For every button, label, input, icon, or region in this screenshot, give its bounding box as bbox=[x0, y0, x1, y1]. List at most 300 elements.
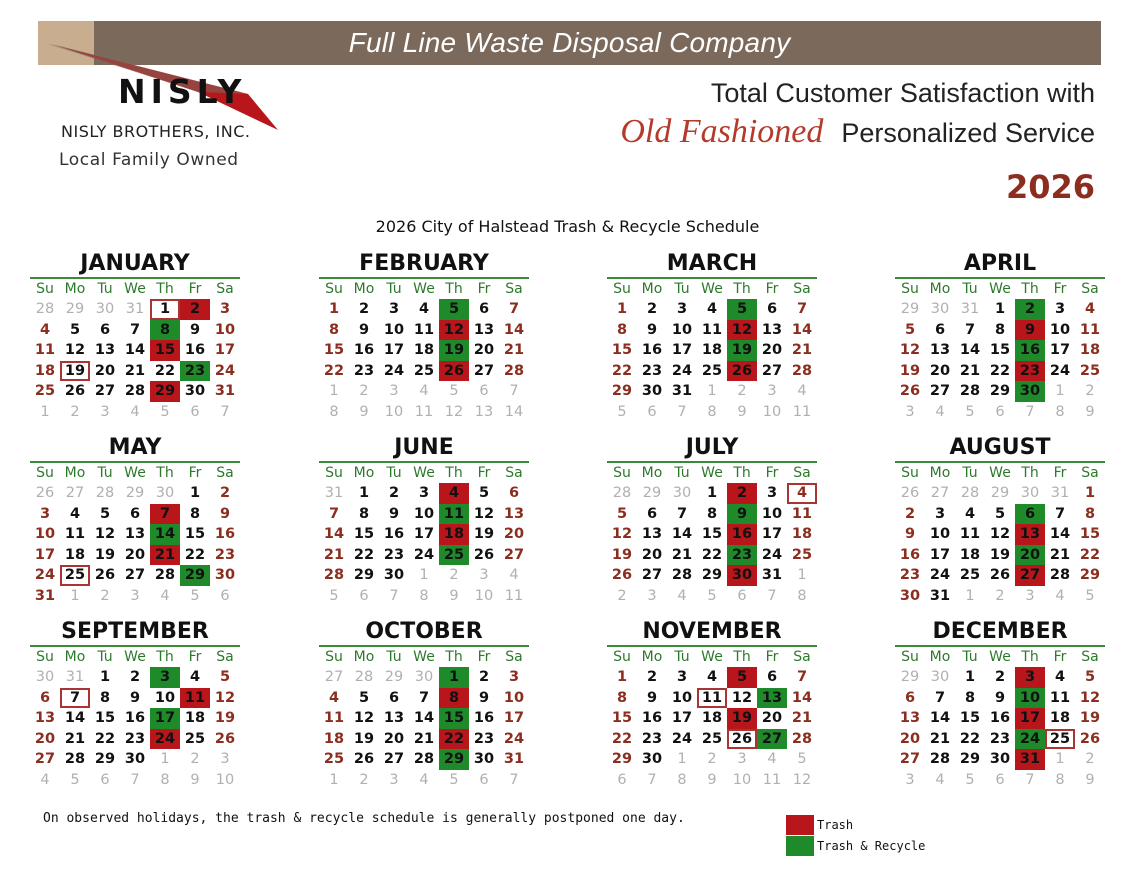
adjacent-month-day: 3 bbox=[647, 587, 657, 604]
calendar-year: 2026 bbox=[1005, 168, 1095, 206]
adjacent-month-day: 1 bbox=[677, 751, 687, 767]
trash-recycle-day: 2 bbox=[1015, 299, 1045, 320]
weekday-label: Su bbox=[325, 649, 343, 665]
day-cell: 18 bbox=[1079, 342, 1101, 358]
day-cell: 22 bbox=[611, 730, 633, 747]
day-cell: 25 bbox=[413, 362, 435, 379]
adjacent-month-day: 29 bbox=[125, 485, 145, 501]
adjacent-month-day: 6 bbox=[995, 771, 1005, 788]
day-cell: 4 bbox=[706, 669, 718, 685]
weekday-label: Sa bbox=[505, 281, 523, 297]
trash-recycle-day: 9 bbox=[727, 504, 757, 525]
day-cell: 6 bbox=[388, 689, 400, 706]
day-cell: 2 bbox=[219, 485, 231, 501]
day-cell: 24 bbox=[214, 362, 236, 379]
day-cell: 15 bbox=[959, 710, 981, 726]
weekday-label: Mo bbox=[64, 281, 86, 297]
day-cell: 13 bbox=[503, 505, 525, 522]
day-cell: 9 bbox=[904, 526, 916, 542]
week-row bbox=[30, 667, 240, 688]
day-cell: 11 bbox=[1049, 689, 1071, 706]
day-cell: 7 bbox=[934, 689, 946, 706]
day-cell: 23 bbox=[214, 546, 236, 563]
day-cell: 13 bbox=[899, 710, 921, 726]
day-cell: 15 bbox=[701, 526, 723, 542]
week-row bbox=[895, 361, 1105, 382]
month-august bbox=[895, 434, 1105, 606]
month-december bbox=[895, 618, 1105, 790]
adjacent-month-day: 4 bbox=[935, 771, 945, 788]
adjacent-month-day: 10 bbox=[215, 771, 235, 788]
day-cell: 6 bbox=[39, 689, 51, 706]
day-cell: 14 bbox=[959, 342, 981, 358]
day-cell: 24 bbox=[1049, 362, 1071, 379]
adjacent-month-day: 28 bbox=[354, 669, 374, 685]
adjacent-month-day: 7 bbox=[509, 771, 519, 788]
day-cell: 4 bbox=[706, 301, 718, 317]
adjacent-month-day: 31 bbox=[960, 301, 980, 317]
adjacent-month-day: 8 bbox=[797, 587, 807, 604]
adjacent-month-day: 6 bbox=[617, 771, 627, 788]
trash-day: 11 bbox=[180, 688, 210, 709]
day-cell: 16 bbox=[184, 342, 206, 358]
day-cell: 11 bbox=[413, 321, 435, 338]
adjacent-month-day: 5 bbox=[1085, 587, 1095, 604]
week-row bbox=[319, 361, 529, 382]
week-row bbox=[319, 504, 529, 525]
week-row bbox=[895, 586, 1105, 607]
trash-recycle-day: 23 bbox=[727, 545, 757, 566]
day-cell: 8 bbox=[616, 689, 628, 706]
month-divider bbox=[895, 277, 1105, 279]
adjacent-month-day: 29 bbox=[65, 301, 85, 317]
day-cell: 16 bbox=[899, 546, 921, 563]
day-cell: 21 bbox=[413, 730, 435, 747]
day-cell: 19 bbox=[1079, 710, 1101, 726]
trash-day: 2 bbox=[727, 483, 757, 504]
day-cell: 8 bbox=[358, 505, 370, 522]
day-cell: 12 bbox=[353, 710, 375, 726]
day-cell: 8 bbox=[964, 689, 976, 706]
adjacent-month-day: 7 bbox=[130, 771, 140, 788]
day-cell: 28 bbox=[413, 751, 435, 767]
weekday-label: Mo bbox=[929, 465, 951, 481]
adjacent-month-day: 29 bbox=[990, 485, 1010, 501]
trash-day: 18 bbox=[439, 524, 469, 545]
day-cell: 30 bbox=[989, 751, 1011, 767]
weekday-label: We bbox=[989, 281, 1011, 297]
week-row bbox=[319, 483, 529, 504]
adjacent-month-day: 31 bbox=[125, 301, 145, 317]
week-row bbox=[319, 770, 529, 791]
adjacent-month-day: 1 bbox=[797, 567, 807, 583]
week-row bbox=[30, 729, 240, 750]
day-cell: 15 bbox=[611, 710, 633, 726]
day-cell: 6 bbox=[129, 505, 141, 522]
day-cell: 12 bbox=[989, 526, 1011, 542]
day-cell: 2 bbox=[646, 301, 658, 317]
day-cell: 30 bbox=[641, 383, 663, 399]
day-cell: 14 bbox=[413, 710, 435, 726]
adjacent-month-day: 2 bbox=[449, 567, 459, 583]
legend-swatch-trash-recycle bbox=[786, 836, 814, 856]
day-cell: 3 bbox=[1054, 301, 1066, 317]
day-cell: 12 bbox=[1079, 689, 1101, 706]
day-cell: 6 bbox=[478, 301, 490, 317]
trash-recycle-day: 14 bbox=[150, 524, 180, 545]
day-cell: 1 bbox=[1084, 485, 1096, 501]
adjacent-month-day: 6 bbox=[100, 771, 110, 788]
adjacent-month-day: 8 bbox=[1055, 403, 1065, 420]
adjacent-month-day: 3 bbox=[130, 587, 140, 604]
trash-recycle-day: 3 bbox=[150, 667, 180, 688]
day-cell: 18 bbox=[64, 546, 86, 563]
day-cell: 16 bbox=[353, 342, 375, 358]
day-cell: 17 bbox=[383, 342, 405, 358]
day-cell: 28 bbox=[124, 383, 146, 399]
day-cell: 22 bbox=[154, 362, 176, 379]
weekday-label: Th bbox=[156, 281, 174, 297]
day-cell: 10 bbox=[154, 689, 176, 706]
adjacent-month-day: 11 bbox=[762, 771, 782, 788]
day-cell: 6 bbox=[99, 321, 111, 338]
weekday-label: Sa bbox=[793, 649, 811, 665]
day-cell: 4 bbox=[328, 689, 340, 706]
day-cell: 18 bbox=[791, 526, 813, 542]
week-row bbox=[607, 340, 817, 361]
day-cell: 6 bbox=[904, 689, 916, 706]
day-cell: 25 bbox=[959, 567, 981, 583]
adjacent-month-day: 7 bbox=[1025, 403, 1035, 420]
month-title: FEBRUARY bbox=[359, 251, 489, 276]
month-may bbox=[30, 434, 240, 606]
day-cell: 28 bbox=[791, 362, 813, 379]
month-september bbox=[30, 618, 240, 790]
adjacent-month-day: 10 bbox=[474, 587, 494, 604]
day-cell: 16 bbox=[214, 526, 236, 542]
weekday-label: Sa bbox=[216, 649, 234, 665]
day-cell: 23 bbox=[353, 362, 375, 379]
month-divider bbox=[30, 461, 240, 463]
legend-item-trash bbox=[786, 814, 925, 835]
day-cell: 3 bbox=[418, 485, 430, 501]
weekday-label: Tu bbox=[386, 649, 402, 665]
adjacent-month-day: 1 bbox=[329, 383, 339, 399]
legend bbox=[786, 814, 925, 856]
day-cell: 2 bbox=[904, 505, 916, 522]
weekday-header bbox=[607, 464, 817, 483]
week-row bbox=[30, 770, 240, 791]
day-cell: 3 bbox=[508, 669, 520, 685]
day-cell: 17 bbox=[34, 546, 56, 563]
banner-title: Full Line Waste Disposal Company bbox=[348, 27, 791, 58]
week-row bbox=[607, 381, 817, 402]
day-cell: 11 bbox=[34, 342, 56, 358]
weekday-label: Th bbox=[445, 465, 463, 481]
adjacent-month-day: 5 bbox=[449, 771, 459, 788]
day-cell: 24 bbox=[671, 362, 693, 379]
adjacent-month-day: 9 bbox=[737, 403, 747, 420]
day-cell: 2 bbox=[358, 301, 370, 317]
week-row bbox=[30, 749, 240, 770]
day-cell: 27 bbox=[383, 751, 405, 767]
day-cell: 4 bbox=[69, 505, 81, 522]
day-cell: 2 bbox=[646, 669, 658, 685]
week-row bbox=[319, 586, 529, 607]
trash-day: 27 bbox=[1015, 565, 1045, 586]
adjacent-month-day: 1 bbox=[40, 403, 50, 420]
weekday-label: We bbox=[701, 649, 723, 665]
month-divider bbox=[607, 277, 817, 279]
week-row bbox=[30, 402, 240, 423]
month-title: SEPTEMBER bbox=[61, 619, 209, 644]
day-cell: 25 bbox=[791, 546, 813, 563]
day-cell: 7 bbox=[129, 321, 141, 338]
week-row bbox=[30, 565, 240, 586]
day-cell: 14 bbox=[671, 526, 693, 542]
day-cell: 7 bbox=[796, 301, 808, 317]
day-cell: 9 bbox=[478, 689, 490, 706]
day-cell: 14 bbox=[791, 321, 813, 338]
trash-day: 5 bbox=[727, 667, 757, 688]
day-cell: 8 bbox=[1084, 505, 1096, 522]
day-cell: 19 bbox=[214, 710, 236, 726]
adjacent-month-day: 4 bbox=[419, 383, 429, 399]
day-cell: 5 bbox=[69, 321, 81, 338]
trash-day: 2 bbox=[180, 299, 210, 320]
week-row bbox=[895, 667, 1105, 688]
day-cell: 18 bbox=[701, 710, 723, 726]
month-title: NOVEMBER bbox=[642, 619, 782, 644]
day-cell: 22 bbox=[323, 362, 345, 379]
adjacent-month-day: 4 bbox=[509, 567, 519, 583]
weekday-label: Tu bbox=[386, 465, 402, 481]
trash-recycle-day: 19 bbox=[727, 340, 757, 361]
adjacent-month-day: 29 bbox=[900, 669, 920, 685]
trash-day: 15 bbox=[150, 340, 180, 361]
month-title: AUGUST bbox=[949, 435, 1051, 460]
company-logo bbox=[48, 42, 298, 177]
day-cell: 27 bbox=[34, 751, 56, 767]
day-cell: 19 bbox=[989, 546, 1011, 563]
day-cell: 26 bbox=[989, 567, 1011, 583]
legend-label-trash: Trash bbox=[817, 817, 854, 832]
weekday-header bbox=[895, 464, 1105, 483]
day-cell: 20 bbox=[761, 342, 783, 358]
week-row bbox=[895, 565, 1105, 586]
adjacent-month-day: 4 bbox=[677, 587, 687, 604]
trash-recycle-day: 5 bbox=[439, 299, 469, 320]
day-cell: 28 bbox=[959, 383, 981, 399]
weekday-label: Mo bbox=[353, 281, 375, 297]
weekday-label: Th bbox=[733, 649, 751, 665]
day-cell: 12 bbox=[473, 505, 495, 522]
day-cell: 31 bbox=[503, 751, 525, 767]
day-cell: 4 bbox=[39, 321, 51, 338]
trash-recycle-day: 16 bbox=[1015, 340, 1045, 361]
week-row bbox=[895, 340, 1105, 361]
adjacent-month-day: 3 bbox=[389, 771, 399, 788]
day-cell: 20 bbox=[899, 730, 921, 747]
day-cell: 29 bbox=[94, 751, 116, 767]
weekday-label: Sa bbox=[1081, 465, 1099, 481]
holiday-day: 11 bbox=[697, 688, 727, 709]
adjacent-month-day: 1 bbox=[1055, 383, 1065, 399]
day-cell: 30 bbox=[641, 751, 663, 767]
day-cell: 31 bbox=[671, 383, 693, 399]
weekday-label: Fr bbox=[1053, 281, 1067, 297]
weekday-label: We bbox=[413, 281, 435, 297]
day-cell: 10 bbox=[34, 526, 56, 542]
adjacent-month-day: 26 bbox=[35, 485, 55, 501]
day-cell: 16 bbox=[641, 342, 663, 358]
day-cell: 18 bbox=[34, 362, 56, 379]
trash-recycle-day: 11 bbox=[439, 504, 469, 525]
adjacent-month-day: 1 bbox=[707, 383, 717, 399]
adjacent-month-day: 28 bbox=[95, 485, 115, 501]
adjacent-month-day: 7 bbox=[767, 587, 777, 604]
week-row bbox=[607, 729, 817, 750]
day-cell: 28 bbox=[323, 567, 345, 583]
trash-recycle-day: 29 bbox=[180, 565, 210, 586]
weekday-label: Fr bbox=[477, 465, 491, 481]
month-november bbox=[607, 618, 817, 790]
trash-day: 29 bbox=[150, 381, 180, 402]
day-cell: 5 bbox=[478, 485, 490, 501]
month-july bbox=[607, 434, 817, 606]
day-cell: 16 bbox=[473, 710, 495, 726]
adjacent-month-day: 3 bbox=[389, 383, 399, 399]
day-cell: 7 bbox=[796, 669, 808, 685]
day-cell: 28 bbox=[154, 567, 176, 583]
month-june bbox=[319, 434, 529, 606]
day-cell: 31 bbox=[34, 587, 56, 604]
day-cell: 20 bbox=[641, 546, 663, 563]
weekday-label: Tu bbox=[674, 649, 690, 665]
adjacent-month-day: 30 bbox=[930, 669, 950, 685]
day-cell: 24 bbox=[671, 730, 693, 747]
day-cell: 26 bbox=[353, 751, 375, 767]
day-cell: 23 bbox=[473, 730, 495, 747]
month-divider bbox=[30, 645, 240, 647]
adjacent-month-day: 9 bbox=[449, 587, 459, 604]
adjacent-month-day: 3 bbox=[479, 567, 489, 583]
day-cell: 29 bbox=[1079, 567, 1101, 583]
day-cell: 25 bbox=[323, 751, 345, 767]
month-divider bbox=[607, 461, 817, 463]
adjacent-month-day: 10 bbox=[762, 403, 782, 420]
day-cell: 1 bbox=[706, 485, 718, 501]
adjacent-month-day: 9 bbox=[190, 771, 200, 788]
adjacent-month-day: 4 bbox=[40, 771, 50, 788]
day-cell: 26 bbox=[94, 567, 116, 583]
week-row bbox=[319, 667, 529, 688]
weekday-label: Mo bbox=[641, 465, 663, 481]
trash-recycle-day: 1 bbox=[439, 667, 469, 688]
trash-recycle-day: 24 bbox=[1015, 729, 1045, 750]
month-january bbox=[30, 250, 240, 422]
week-row bbox=[895, 770, 1105, 791]
day-cell: 24 bbox=[761, 546, 783, 563]
adjacent-month-day: 6 bbox=[479, 383, 489, 399]
weekday-header bbox=[30, 648, 240, 667]
adjacent-month-day: 30 bbox=[930, 301, 950, 317]
day-cell: 22 bbox=[353, 546, 375, 563]
day-cell: 3 bbox=[934, 505, 946, 522]
day-cell: 8 bbox=[328, 321, 340, 338]
slogan-line-2 bbox=[620, 113, 1095, 151]
day-cell: 20 bbox=[761, 710, 783, 726]
weekday-header bbox=[319, 464, 529, 483]
day-cell: 28 bbox=[929, 751, 951, 767]
week-row bbox=[30, 340, 240, 361]
trash-day: 17 bbox=[1015, 708, 1045, 729]
adjacent-month-day: 6 bbox=[995, 403, 1005, 420]
month-title: OCTOBER bbox=[365, 619, 483, 644]
adjacent-month-day: 3 bbox=[737, 751, 747, 767]
company-name: NISLY BROTHERS, INC. bbox=[61, 122, 251, 141]
day-cell: 2 bbox=[478, 669, 490, 685]
day-cell: 10 bbox=[671, 321, 693, 338]
trash-day: 21 bbox=[150, 545, 180, 566]
weekday-label: Sa bbox=[793, 281, 811, 297]
day-cell: 14 bbox=[64, 710, 86, 726]
adjacent-month-day: 5 bbox=[965, 403, 975, 420]
adjacent-month-day: 9 bbox=[707, 771, 717, 788]
week-row bbox=[607, 320, 817, 341]
day-cell: 27 bbox=[473, 362, 495, 379]
day-cell: 3 bbox=[219, 301, 231, 317]
day-cell: 18 bbox=[413, 342, 435, 358]
adjacent-month-day: 6 bbox=[220, 587, 230, 604]
weekday-label: Fr bbox=[1053, 465, 1067, 481]
adjacent-month-day: 6 bbox=[190, 403, 200, 420]
adjacent-month-day: 31 bbox=[65, 669, 85, 685]
day-cell: 21 bbox=[124, 362, 146, 379]
week-row bbox=[30, 361, 240, 382]
trash-day: 7 bbox=[150, 504, 180, 525]
day-cell: 7 bbox=[676, 505, 688, 522]
weekday-label: Tu bbox=[97, 465, 113, 481]
day-cell: 30 bbox=[383, 567, 405, 583]
day-cell: 1 bbox=[99, 669, 111, 685]
weekday-label: Th bbox=[445, 649, 463, 665]
day-cell: 20 bbox=[124, 546, 146, 563]
holiday-day: 1 bbox=[150, 299, 180, 320]
day-cell: 30 bbox=[214, 567, 236, 583]
day-cell: 16 bbox=[989, 710, 1011, 726]
day-cell: 20 bbox=[383, 730, 405, 747]
weekday-label: Tu bbox=[674, 465, 690, 481]
weekday-label: Su bbox=[613, 649, 631, 665]
day-cell: 21 bbox=[959, 362, 981, 379]
weekday-label: Sa bbox=[216, 281, 234, 297]
adjacent-month-day: 30 bbox=[414, 669, 434, 685]
week-row bbox=[607, 708, 817, 729]
day-cell: 23 bbox=[989, 730, 1011, 747]
month-title: APRIL bbox=[963, 251, 1037, 276]
week-row bbox=[30, 545, 240, 566]
weekday-label: Sa bbox=[216, 465, 234, 481]
adjacent-month-day: 2 bbox=[1085, 383, 1095, 399]
day-cell: 8 bbox=[99, 689, 111, 706]
day-cell: 11 bbox=[791, 505, 813, 522]
adjacent-month-day: 27 bbox=[65, 485, 85, 501]
day-cell: 23 bbox=[383, 546, 405, 563]
day-cell: 24 bbox=[503, 730, 525, 747]
adjacent-month-day: 4 bbox=[419, 771, 429, 788]
week-row bbox=[895, 504, 1105, 525]
